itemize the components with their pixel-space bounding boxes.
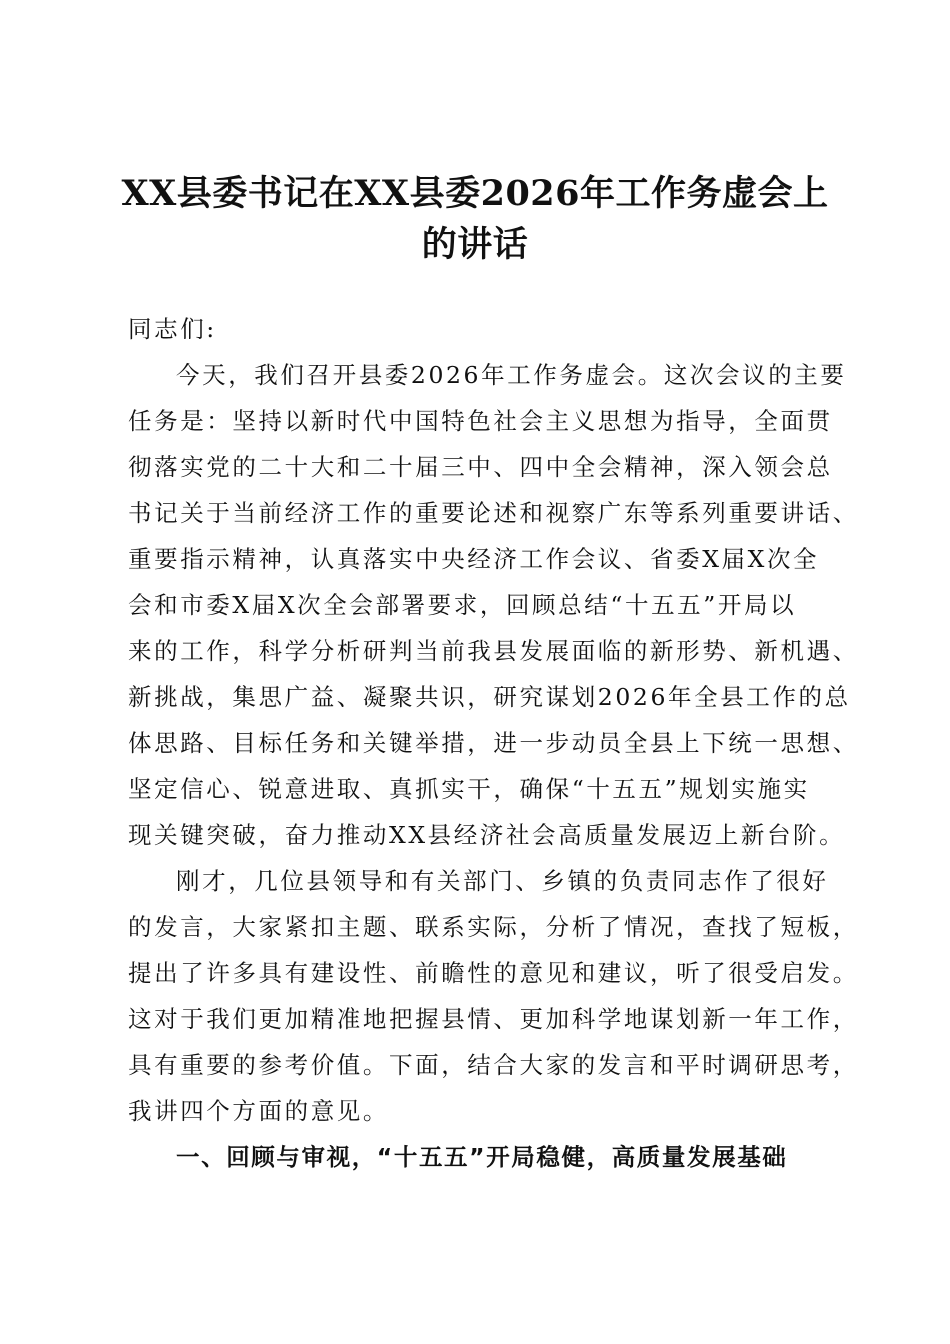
paragraph-line: 现关键突破，奋力推动XX县经济社会高质量发展迈上新台阶。 <box>128 821 846 849</box>
paragraph-line: 新挑战，集思广益、凝聚共识，研究谋划2026年全县工作的总 <box>128 683 851 711</box>
paragraph-line: 重要指示精神，认真落实中央经济工作会议、省委X届X次全 <box>128 545 820 573</box>
paragraph-line: 的发言，大家紧扣主题、联系实际，分析了情况，查找了短板， <box>128 913 859 941</box>
title-line: 的讲话 <box>421 224 529 265</box>
paragraph-line: 刚才，几位县领导和有关部门、乡镇的负责同志作了很好 <box>176 867 829 895</box>
section-heading: 一、回顾与审视，“十五五”开局稳健，高质量发展基础 <box>176 1143 788 1171</box>
paragraph-intro <box>128 352 859 858</box>
document-body <box>128 306 859 1180</box>
paragraph-line: 今天，我们召开县委2026年工作务虚会。这次会议的主要 <box>176 361 847 389</box>
paragraph-feedback <box>128 858 859 1134</box>
paragraph-line: 坚定信心、锐意进取、真抓实干，确保“十五五”规划实施实 <box>128 775 810 803</box>
paragraph-line: 体思路、目标任务和关键举措，进一步动员全县上下统一思想、 <box>128 729 859 757</box>
paragraph-line: 具有重要的参考价值。下面，结合大家的发言和平时调研思考， <box>128 1051 859 1079</box>
paragraph-line: 任务是：坚持以新时代中国特色社会主义思想为指导，全面贯 <box>128 407 833 435</box>
document-title <box>110 168 840 270</box>
paragraph-line: 会和市委X届X次全会部署要求，回顾总结“十五五”开局以 <box>128 591 797 619</box>
title-line: XX县委书记在XX县委2026年工作务虚会上 <box>121 173 829 214</box>
salutation: 同志们: <box>128 315 217 343</box>
paragraph-line: 彻落实党的二十大和二十届三中、四中全会精神，深入领会总 <box>128 453 833 481</box>
paragraph-line: 这对于我们更加精准地把握县情、更加科学地谋划新一年工作， <box>128 1005 859 1033</box>
paragraph-line: 来的工作，科学分析研判当前我县发展面临的新形势、新机遇、 <box>128 637 859 665</box>
paragraph-line: 我讲四个方面的意见。 <box>128 1097 389 1125</box>
paragraph-line: 书记关于当前经济工作的重要论述和视察广东等系列重要讲话、 <box>128 499 859 527</box>
paragraph-line: 提出了许多具有建设性、前瞻性的意见和建议，听了很受启发。 <box>128 959 859 987</box>
